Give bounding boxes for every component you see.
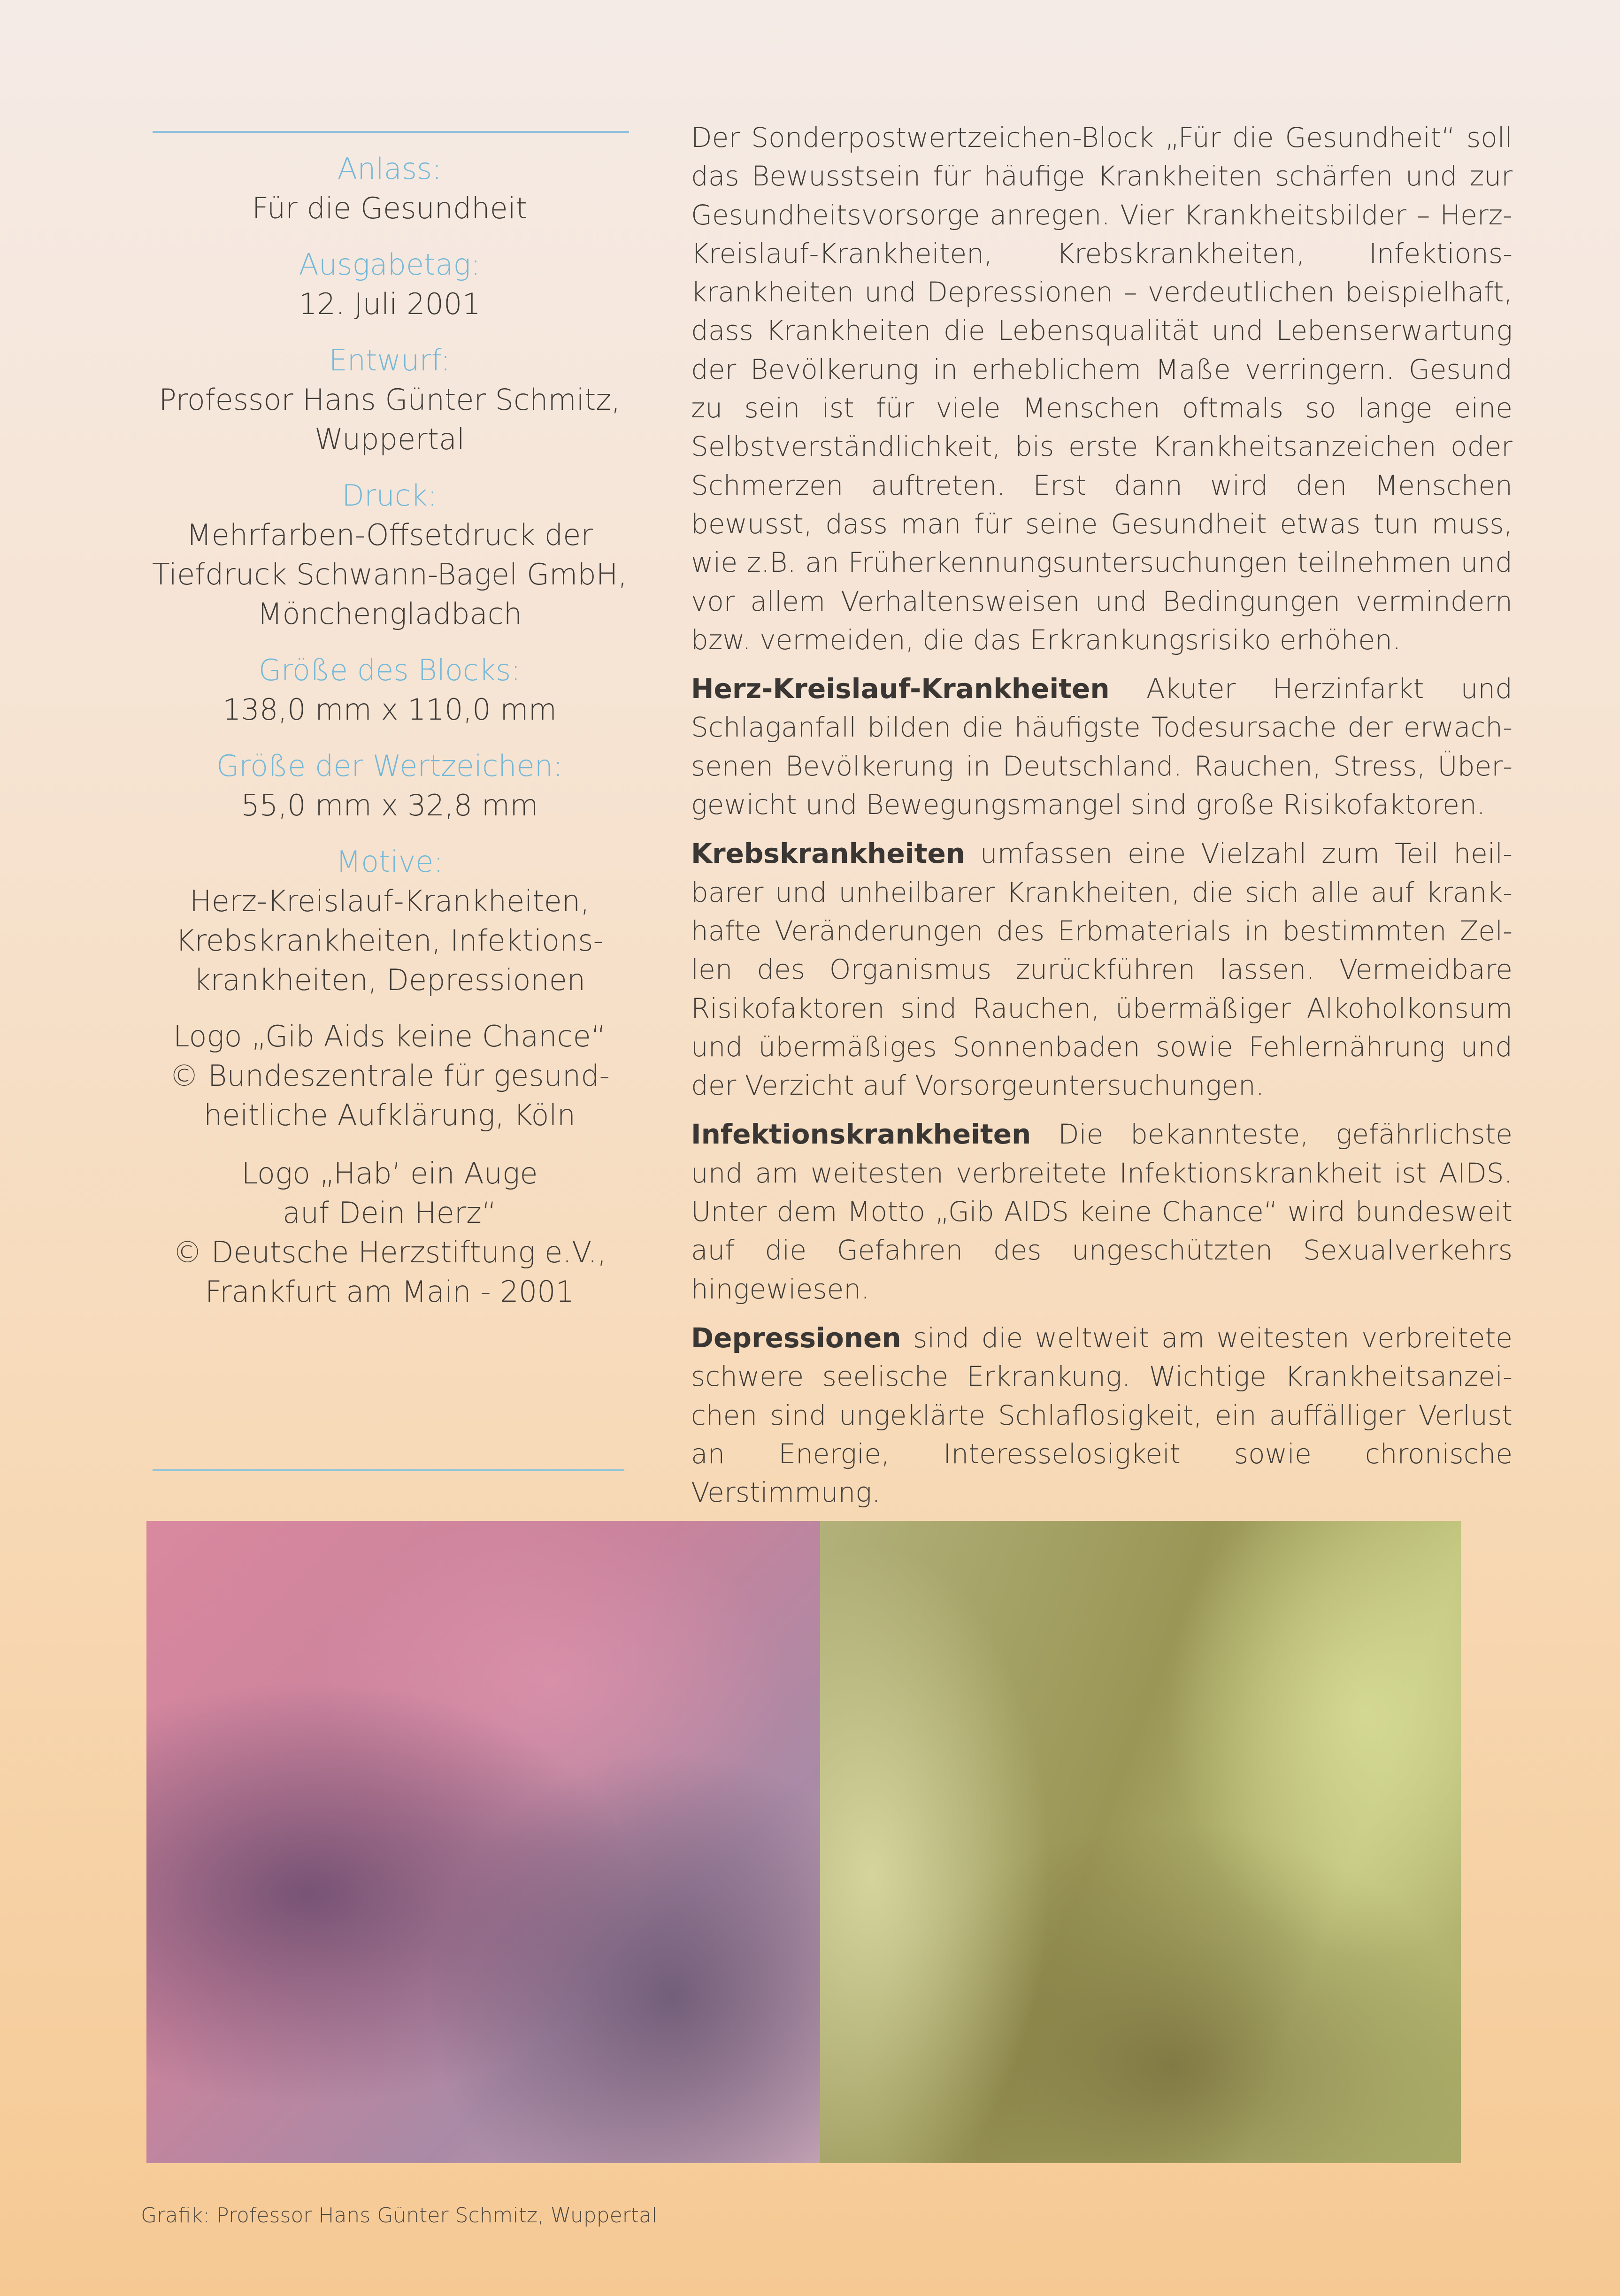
- druck-value: Mehrfarben-Offsetdruck der Tiefdruck Schwann-Bagel GmbH, Mönchengladbach: [152, 518, 628, 631]
- entwurf-value: Professor Hans Günter Schmitz, Wuppertal: [159, 383, 621, 456]
- stamp-size-block: [141, 746, 638, 825]
- ausgabetag-label: Ausgabetag:: [299, 247, 481, 282]
- depression-body: sind die weltweit am weitesten verbreitete schwere seelische Erkrankung. Wichtige Krankheitsanzeichen sind ungeklärte Schlaflosigkeit, ein auffälliger Verlust an Energie, Interesselosigkeit sowie chronische Verstimmung.: [691, 1321, 1513, 1509]
- anlass-block: [141, 149, 638, 228]
- entwurf-label: Entwurf:: [329, 343, 451, 377]
- artwork-green-panel: [820, 1521, 1461, 2163]
- artwork-image: [146, 1521, 1461, 2163]
- ausgabetag-value: 12. Juli 2001: [299, 287, 481, 321]
- infektion-body: Die bekannteste, gefährlichste und am weitesten verbreitete Infektionskrankheit ist AIDS. Unter dem Motto „Gib AIDS keine Chance“ wird bundesweit auf die Gefahren des ungeschützten Sexualverkehrs hingewiesen.: [691, 1118, 1513, 1305]
- motive-value: Herz-Kreislauf-Krankheiten, Krebskrankheiten, Infektions- krankheiten, Depressionen: [176, 884, 604, 997]
- infektion-heading: Infektionskrankheiten: [691, 1118, 1031, 1151]
- herz-heading: Herz-Kreislauf-Krankheiten: [691, 673, 1110, 705]
- stamp-size-label: Größe der Wertzeichen:: [216, 749, 563, 783]
- entwurf-block: [141, 341, 638, 459]
- artwork-pink-panel: [146, 1521, 820, 2163]
- krebs-body: umfassen eine Vielzahl zum Teil heilbarer und unheilbarer Krankheiten, die sich alle auf krankhafte Veränderungen des Erbmaterials in bestimmten Zellen des Organismus zurückführen lassen. Vermeidbare Risikofaktoren sind Rauchen, übermäßiger Alkoholkonsum und übermäßiges Sonnenbaden sowie Fehlernährung und der Verzicht auf Vorsorgeuntersuchungen.: [691, 837, 1513, 1102]
- herz-paragraph: [691, 669, 1513, 824]
- krebs-heading: Krebskrankheiten: [691, 837, 965, 870]
- ausgabetag-block: [141, 245, 638, 324]
- intro-paragraph: Der Sonderpostwertzeichen-Block „Für die Gesundheit“ soll das Bewusstsein für häufige Krankheiten schärfen und zur Gesundheitsvorsorge anregen. Vier Krankheitsbilder – Herz-Kreislauf-Krankheiten, Krebskrankheiten, Infektionskrankheiten und Depressionen – verdeutlichen beispielhaft, dass Krankheiten die Lebensqualität und Lebenserwartung der Bevölkerung in erheblichem Maße verringern. Gesund zu sein ist für viele Menschen oftmals so lange eine Selbstverständlichkeit, bis erste Krankheitsanzeichen oder Schmerzen auftreten. Erst dann wird den Menschen bewusst, dass man für seine Gesundheit etwas tun muss, wie z.B. an Früherkennungsuntersuchungen teilnehmen und vor allem Verhaltensweisen und Bedingungen vermindern bzw. vermeiden, die das Erkrankungsrisiko erhöhen.: [691, 122, 1513, 656]
- druck-block: [141, 476, 638, 634]
- druck-label: Druck:: [342, 478, 438, 513]
- motive-block: [141, 842, 638, 1000]
- anlass-label: Anlass:: [337, 152, 442, 186]
- block-size-value: 138,0 mm x 110,0 mm: [222, 692, 557, 727]
- stamp-size-value: 55,0 mm x 32,8 mm: [241, 788, 538, 822]
- logo-aids-credit: Logo „Gib Aids keine Chance“ © Bundeszentrale für gesund- heitliche Aufklärung, Köln: [169, 1019, 610, 1132]
- block-size-block: [141, 651, 638, 729]
- depression-heading: Depressionen: [691, 1321, 901, 1354]
- infektion-paragraph: [691, 1115, 1513, 1308]
- herz-body: Akuter Herzinfarkt und Schlaganfall bilden die häufigste Todesursache der erwachsenen Bevölkerung in Deutschland. Rauchen, Stress, Übergewicht und Bewegungsmangel sind große Risikofaktoren.: [691, 673, 1513, 821]
- issue-details-column: [141, 149, 638, 1330]
- logo-herz-credit: Logo „Hab’ ein Auge auf Dein Herz“ © Deutsche Herzstiftung e.V., Frankfurt am Main - 2001: [173, 1156, 607, 1309]
- bottom-divider: [153, 1469, 624, 1471]
- krebs-paragraph: [691, 834, 1513, 1105]
- body-text-column: [691, 118, 1513, 1522]
- top-divider: [153, 131, 629, 133]
- graphic-credit-caption: Grafik: Professor Hans Günter Schmitz, Wuppertal: [141, 2204, 658, 2227]
- anlass-value: Für die Gesundheit: [252, 191, 528, 225]
- motive-label: Motive:: [336, 845, 444, 879]
- depression-paragraph: [691, 1319, 1513, 1512]
- block-size-label: Größe des Blocks:: [258, 653, 521, 687]
